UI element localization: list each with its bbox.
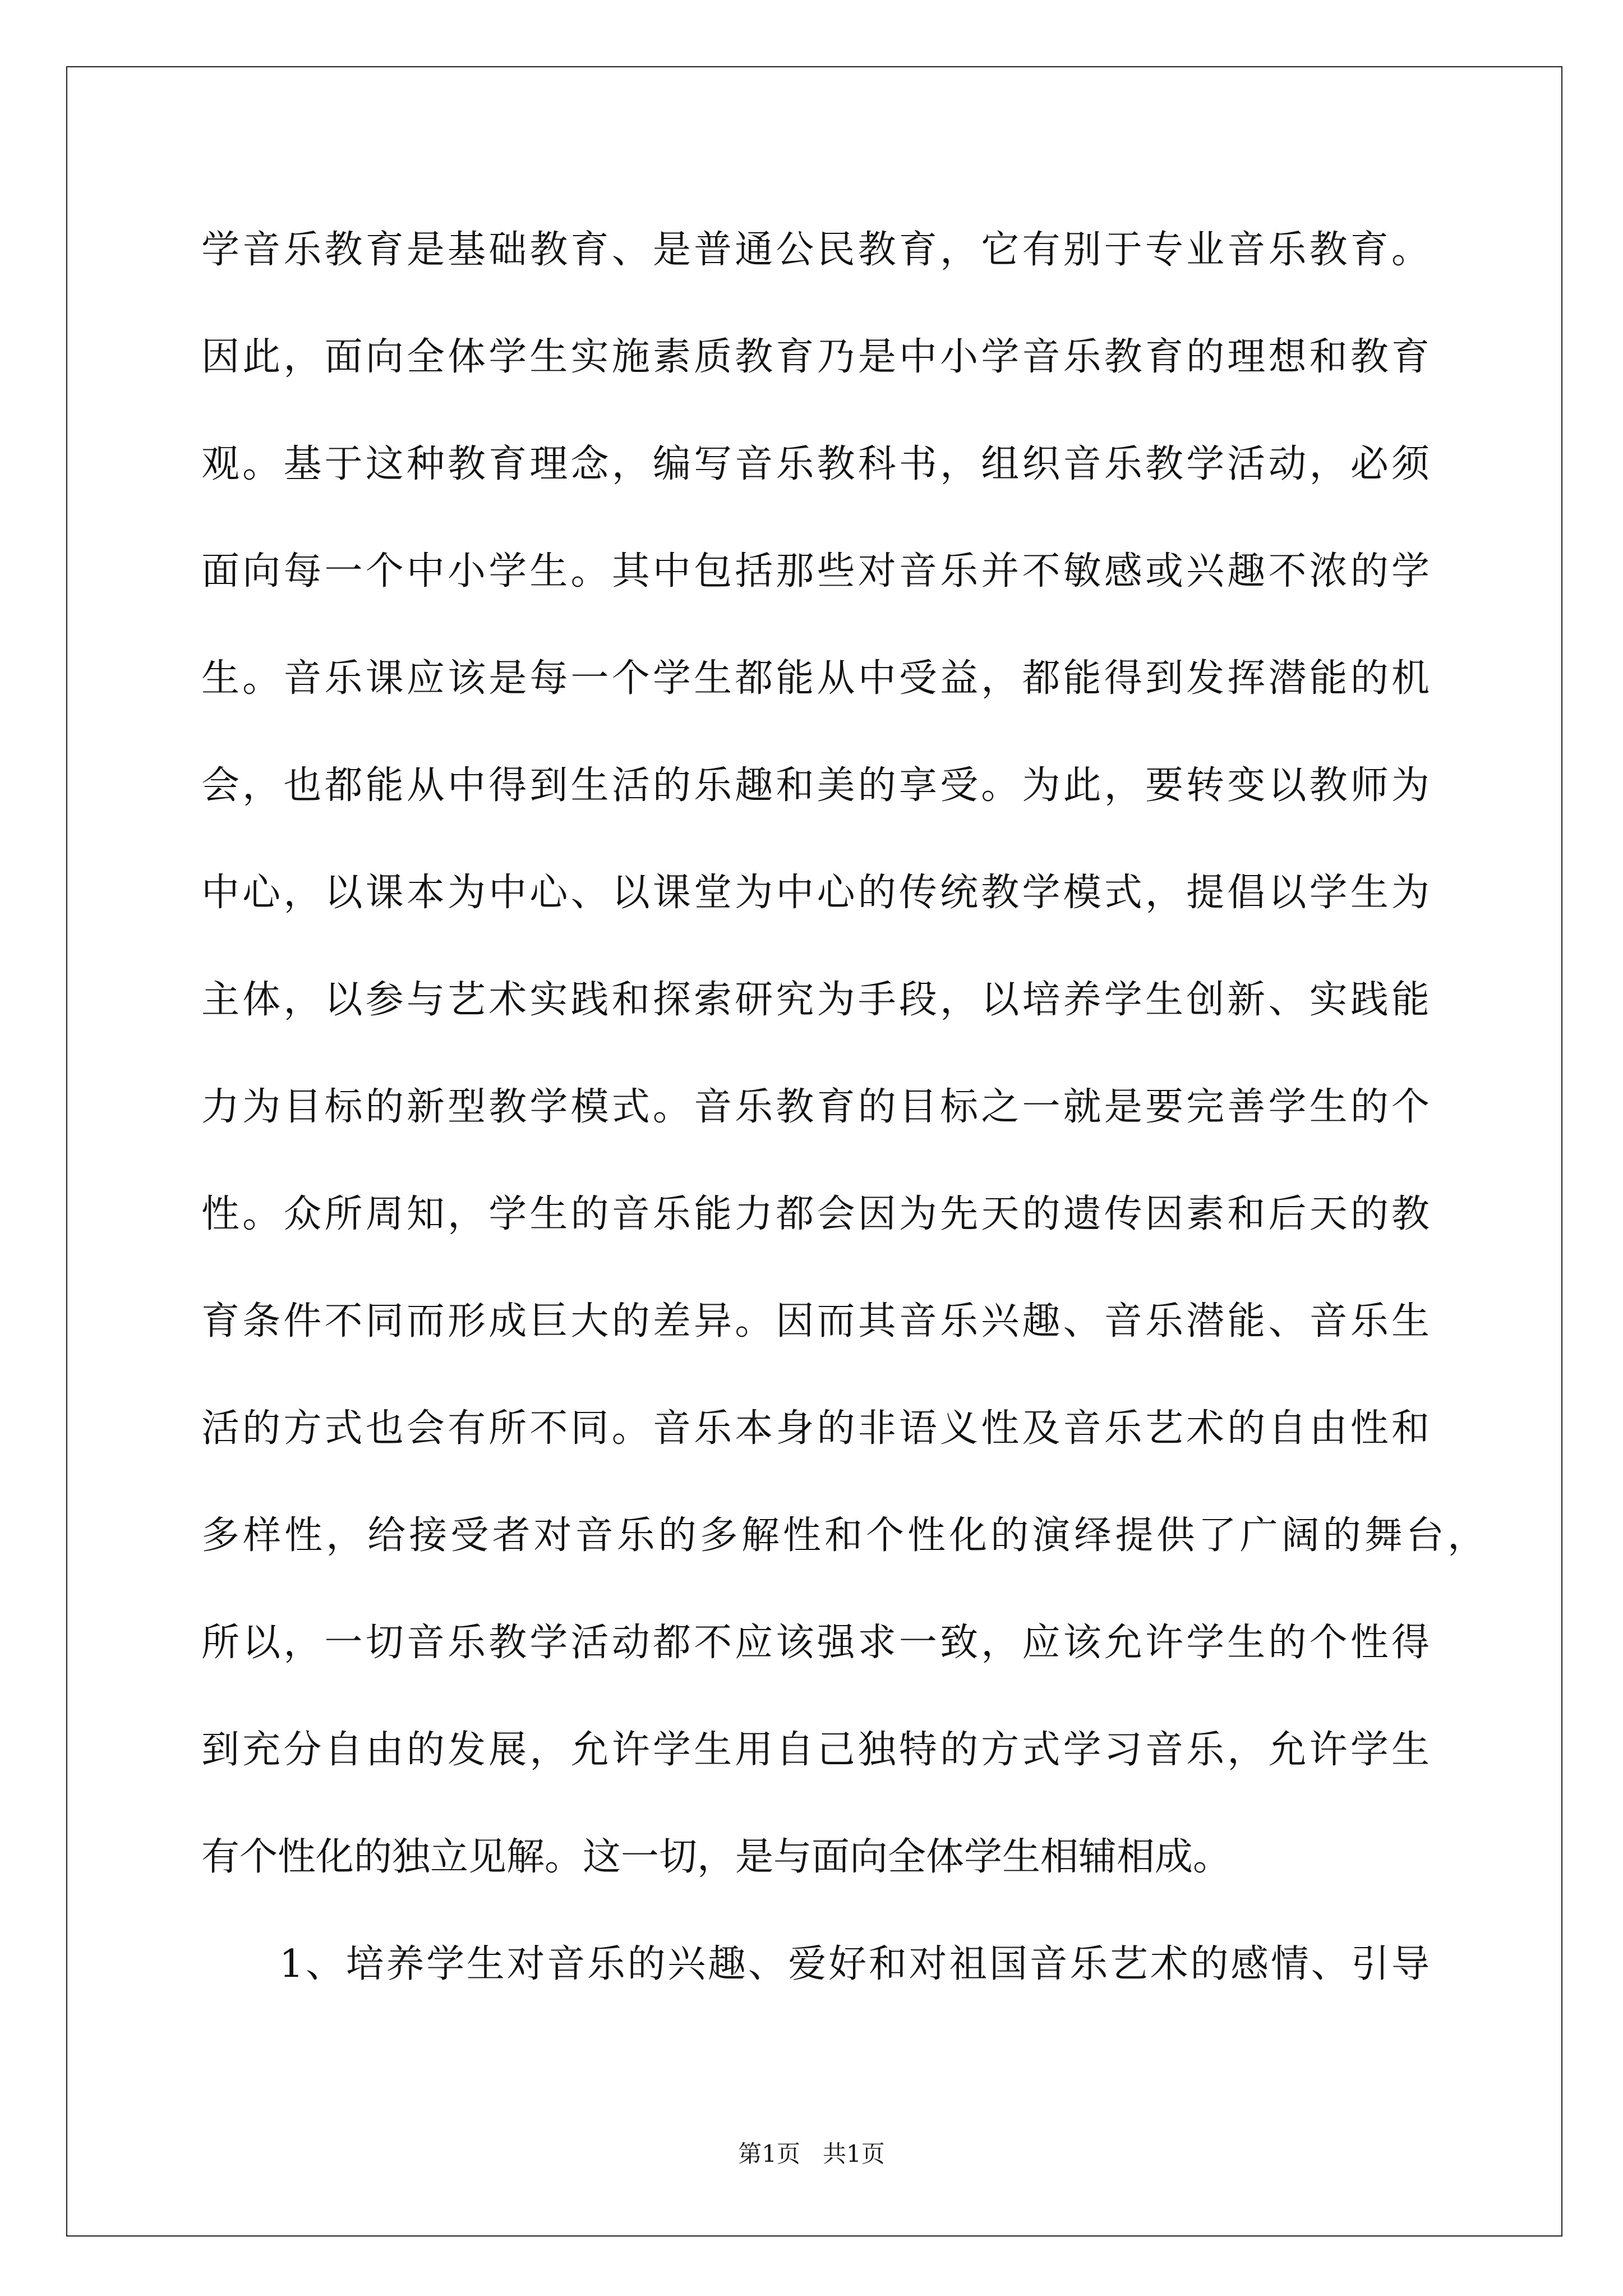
text-line: 性。众所周知，学生的音乐能力都会因为先天的遗传因素和后天的教 xyxy=(201,1192,1430,1236)
text-line: 活的方式也会有所不同。音乐本身的非语义性及音乐艺术的自由性和 xyxy=(201,1406,1430,1451)
text-line: 生。音乐课应该是每一个学生都能从中受益，都能得到发挥潜能的机 xyxy=(201,656,1430,701)
text-line: 有个性化的独立见解。这一切，是与面向全体学生相辅相成。 xyxy=(201,1835,1232,1879)
text-line: 多样性，给接受者对音乐的多解性和个性化的演绎提供了广阔的舞台， xyxy=(201,1513,1486,1558)
text-line: 所以，一切音乐教学活动都不应该强求一致，应该允许学生的个性得 xyxy=(201,1621,1430,1665)
text-line: 育条件不同而形成巨大的差异。因而其音乐兴趣、音乐潜能、音乐生 xyxy=(201,1299,1430,1343)
text-line: 会，也都能从中得到生活的乐趣和美的享受。为此，要转变以教师为 xyxy=(201,763,1430,808)
text-line: 中心，以课本为中心、以课堂为中心的传统教学模式，提倡以学生为 xyxy=(201,871,1430,915)
list-item-line: 1、培养学生对音乐的兴趣、爱好和对祖国音乐艺术的感情、引导 xyxy=(279,1942,1430,1986)
text-line: 因此，面向全体学生实施素质教育乃是中小学音乐教育的理想和教育 xyxy=(201,335,1430,379)
text-line: 主体，以参与艺术实践和探索研究为手段，以培养学生创新、实践能 xyxy=(201,978,1430,1022)
text-line: 到充分自由的发展，允许学生用自己独特的方式学习音乐，允许学生 xyxy=(201,1728,1430,1772)
page-number-total: 共1页 xyxy=(823,2140,885,2168)
text-line: 观。基于这种教育理念，编写音乐教科书，组织音乐教学活动，必须 xyxy=(201,442,1430,486)
page-number-current: 第1页 xyxy=(738,2140,800,2168)
text-line: 力为目标的新型教学模式。音乐教育的目标之一就是要完善学生的个 xyxy=(201,1085,1430,1129)
text-line: 学音乐教育是基础教育、是普通公民教育，它有别于专业音乐教育。 xyxy=(201,228,1430,272)
document-body xyxy=(201,196,1486,2018)
page-footer xyxy=(0,2137,1623,2171)
text-line: 面向每一个中小学生。其中包括那些对音乐并不敏感或兴趣不浓的学 xyxy=(201,549,1430,593)
